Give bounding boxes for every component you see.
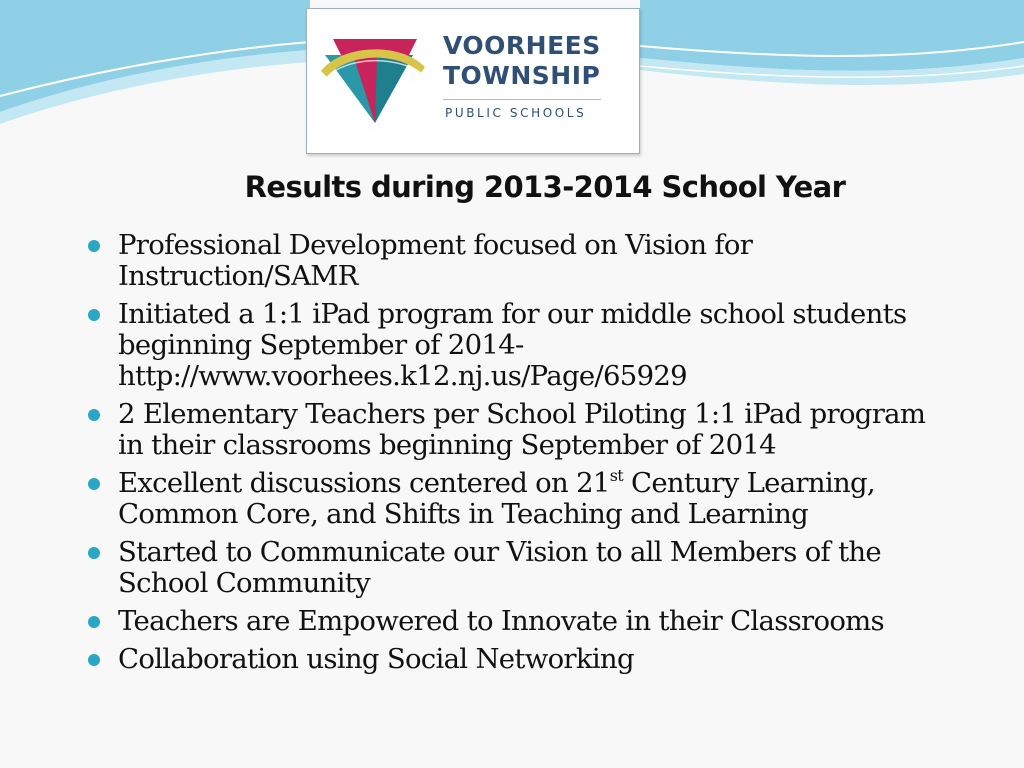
logo-text-township: TOWNSHIP	[443, 61, 601, 90]
bullet-text: in their classrooms beginning September of 2014	[118, 429, 776, 461]
slide-title: Results during 2013-2014 School Year	[244, 170, 846, 204]
logo-text-voorhees: VOORHEES	[443, 31, 601, 60]
bullet-text: Started to Communicate our Vision to all Members of the	[118, 536, 882, 568]
bullet-dot-icon	[88, 616, 100, 628]
triangle-logo-icon	[319, 25, 427, 129]
bullet-dot-icon	[88, 478, 100, 490]
bullet-text: Century Learning,	[622, 467, 875, 499]
bullet-item	[88, 468, 988, 530]
bullet-text: beginning September of 2014-	[118, 329, 524, 361]
bullet-text: Excellent discussions centered on 21	[118, 467, 610, 499]
superscript: st	[609, 466, 623, 485]
bullet-text: Professional Development focused on Vision for	[118, 229, 753, 261]
bullet-item	[88, 644, 988, 675]
bullet-item	[88, 299, 988, 392]
bullet-text-line	[118, 468, 988, 499]
bullet-link[interactable]: http://www.voorhees.k12.nj.us/Page/65929	[118, 360, 687, 392]
bullet-text: Teachers are Empowered to Innovate in their Classrooms	[118, 605, 884, 637]
bullet-text: School Community	[118, 567, 370, 599]
bullet-item	[88, 399, 988, 461]
logo-text-public-schools: PUBLIC SCHOOLS	[445, 106, 587, 120]
bullet-list	[88, 230, 988, 682]
bullet-text: Common Core, and Shifts in Teaching and Learning	[118, 498, 808, 530]
bullet-dot-icon	[88, 654, 100, 666]
bullet-item	[88, 537, 988, 599]
district-logo	[306, 8, 640, 154]
bullet-text: 2 Elementary Teachers per School Piloting 1:1 iPad program	[118, 398, 926, 430]
bullet-text: Initiated a 1:1 iPad program for our middle school students	[118, 298, 907, 330]
bullet-text: Instruction/SAMR	[118, 260, 358, 292]
bullet-dot-icon	[88, 309, 100, 321]
bullet-dot-icon	[88, 547, 100, 559]
bullet-item	[88, 606, 988, 637]
bullet-dot-icon	[88, 240, 100, 252]
bullet-dot-icon	[88, 409, 100, 421]
bullet-item	[88, 230, 988, 292]
bullet-text: Collaboration using Social Networking	[118, 643, 634, 675]
logo-divider	[443, 99, 601, 100]
